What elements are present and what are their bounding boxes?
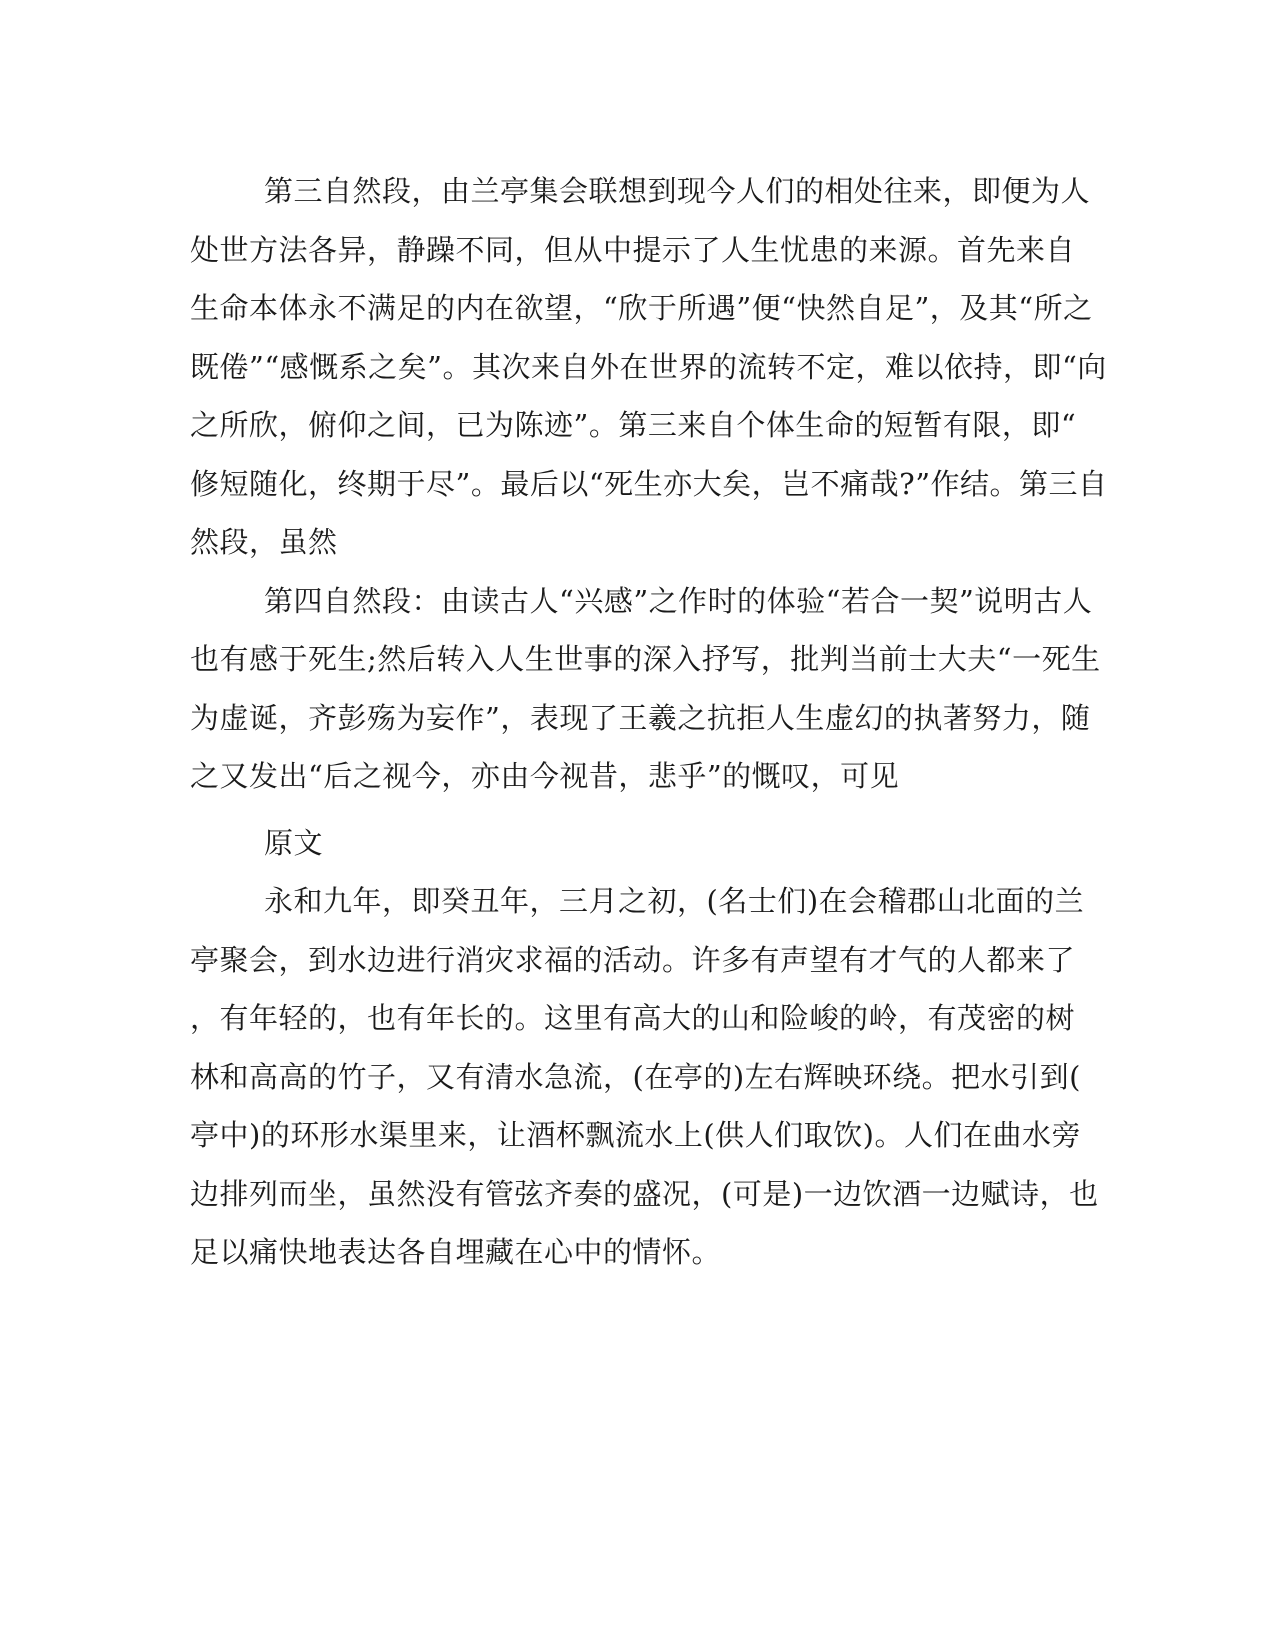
text-line: 为虚诞，齐彭殇为妄作”，表现了王羲之抗拒人生虚幻的执著努力，随 <box>190 700 1091 735</box>
text-line: 修短随化，终期于尽”。最后以“死生亦大矣，岂不痛哉?”作结。第三自 <box>190 466 1108 501</box>
text-line: 亭聚会，到水边进行消灾求福的活动。许多有声望有才气的人都来了 <box>190 942 1076 977</box>
text-line: 第三自然段，由兰亭集会联想到现今人们的相处往来，即便为人 <box>264 174 1091 208</box>
text-line: 足以痛快地表达各自埋藏在心中的情怀。 <box>190 1235 722 1269</box>
paragraph-fourth-section <box>190 572 1101 806</box>
text-line: 然段，虽然 <box>190 525 338 559</box>
text-line: 也有感于死生;然后转入人生世事的深入抒写，批判当前士大夫“一死生 <box>190 642 1101 676</box>
text-line: 之所欣，俯仰之间，已为陈迹”。第三来自个体生命的短暂有限，即“ <box>190 408 1077 442</box>
text-line: 生命本体永不满足的内在欲望，“欣于所遇”便“快然自足”，及其“所之 <box>190 291 1093 325</box>
text-line: 第四自然段：由读古人“兴感”之作时的体验“若合一契”说明古人 <box>264 583 1093 618</box>
text-line: 之又发出“后之视今，亦由今视昔，悲乎”的慨叹，可见 <box>190 759 900 793</box>
text-line: 亭中)的环形水渠里来，让酒杯飘流水上(供人们取饮)。人们在曲水旁 <box>190 1118 1081 1152</box>
text-line: 永和九年，即癸丑年，三月之初，(名士们)在会稽郡山北面的兰 <box>264 884 1085 918</box>
spacer <box>190 806 1090 814</box>
section-heading: 原文 <box>264 825 324 860</box>
paragraph-translation <box>190 872 1099 1282</box>
text-line: ，有年轻的，也有年长的。这里有高大的山和险峻的岭，有茂密的树 <box>190 1001 1076 1035</box>
text-line: 林和高高的竹子，又有清水急流，(在亭的)左右辉映环绕。把水引到( <box>190 1059 1081 1094</box>
heading-original-text <box>190 814 1090 873</box>
text-line: 处世方法各异，静躁不同，但从中提示了人生忧患的来源。首先来自 <box>190 232 1076 267</box>
text-line: 边排列而坐，虽然没有管弦齐奏的盛况，(可是)一边饮酒一边赋诗，也 <box>190 1176 1099 1211</box>
document-body <box>190 162 1108 1282</box>
paragraph-third-section <box>190 162 1108 572</box>
text-line: 既倦”“感慨系之矣”。其次来自外在世界的流转不定，难以依持，即“向 <box>190 349 1107 384</box>
